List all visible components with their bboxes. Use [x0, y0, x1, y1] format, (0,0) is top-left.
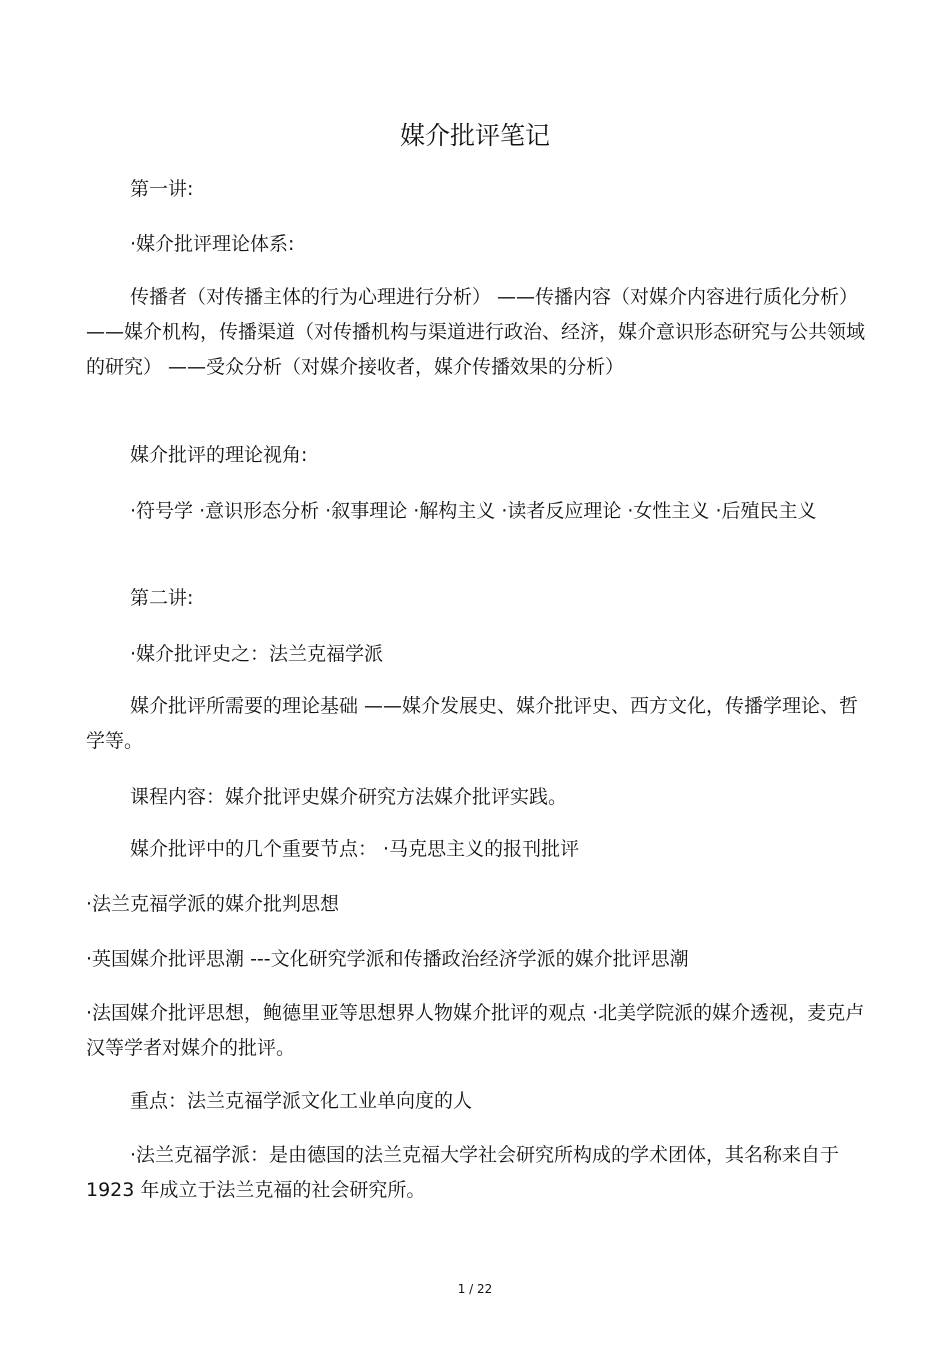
frankfurt-history-heading: ·媒介批评史之：法兰克福学派	[130, 643, 384, 665]
theory-system-heading: ·媒介批评理论体系:	[130, 233, 295, 255]
frankfurt-definition-paragraph: ·法兰克福学派：是由德国的法兰克福大学社会研究所构成的学术团体，其名称来自于 1923 年成立于法兰克福的社会研究所。	[86, 1144, 840, 1201]
theory-system-paragraph: 传播者（对传播主体的行为心理进行分析） ——传播内容（对媒介内容进行质化分析） ——媒介机构，传播渠道（对传播机构与渠道进行政治、经济，媒介意识形态研究与公共领域的研究） ——受众分析（对媒介接收者，媒介传播效果的分析）	[86, 286, 866, 378]
theory-basis-paragraph: 媒介批评所需要的理论基础 ——媒介发展史、媒介批评史、西方文化，传播学理论、哲学等。	[86, 695, 859, 752]
theory-perspective-list: ·符号学 ·意识形态分析 ·叙事理论 ·解构主义 ·读者反应理论 ·女性主义 ·后殖民主义	[130, 500, 817, 522]
frankfurt-thought-item: ·法兰克福学派的媒介批判思想	[86, 893, 340, 915]
british-thought-item: ·英国媒介批评思潮 ---文化研究学派和传播政治经济学派的媒介批评思潮	[86, 948, 689, 970]
key-point-paragraph: 重点：法兰克福学派文化工业单向度的人	[130, 1090, 473, 1112]
french-thought-item: ·法国媒介批评思想，鲍德里亚等思想界人物媒介批评的观点 ·北美学院派的媒介透视，麦克卢汉等学者对媒介的批评。	[86, 1002, 865, 1059]
key-nodes-paragraph: 媒介批评中的几个重要节点： ·马克思主义的报刊批评	[130, 838, 580, 860]
course-content-paragraph: 课程内容：媒介批评史媒介研究方法媒介批评实践。	[130, 786, 568, 808]
theory-perspective-heading: 媒介批评的理论视角:	[130, 444, 308, 466]
lecture-2-heading: 第二讲:	[130, 587, 194, 609]
page-indicator: 1 / 22	[457, 1282, 493, 1296]
page-title: 媒介批评笔记	[399, 121, 550, 150]
lecture-1-heading: 第一讲:	[130, 178, 194, 200]
